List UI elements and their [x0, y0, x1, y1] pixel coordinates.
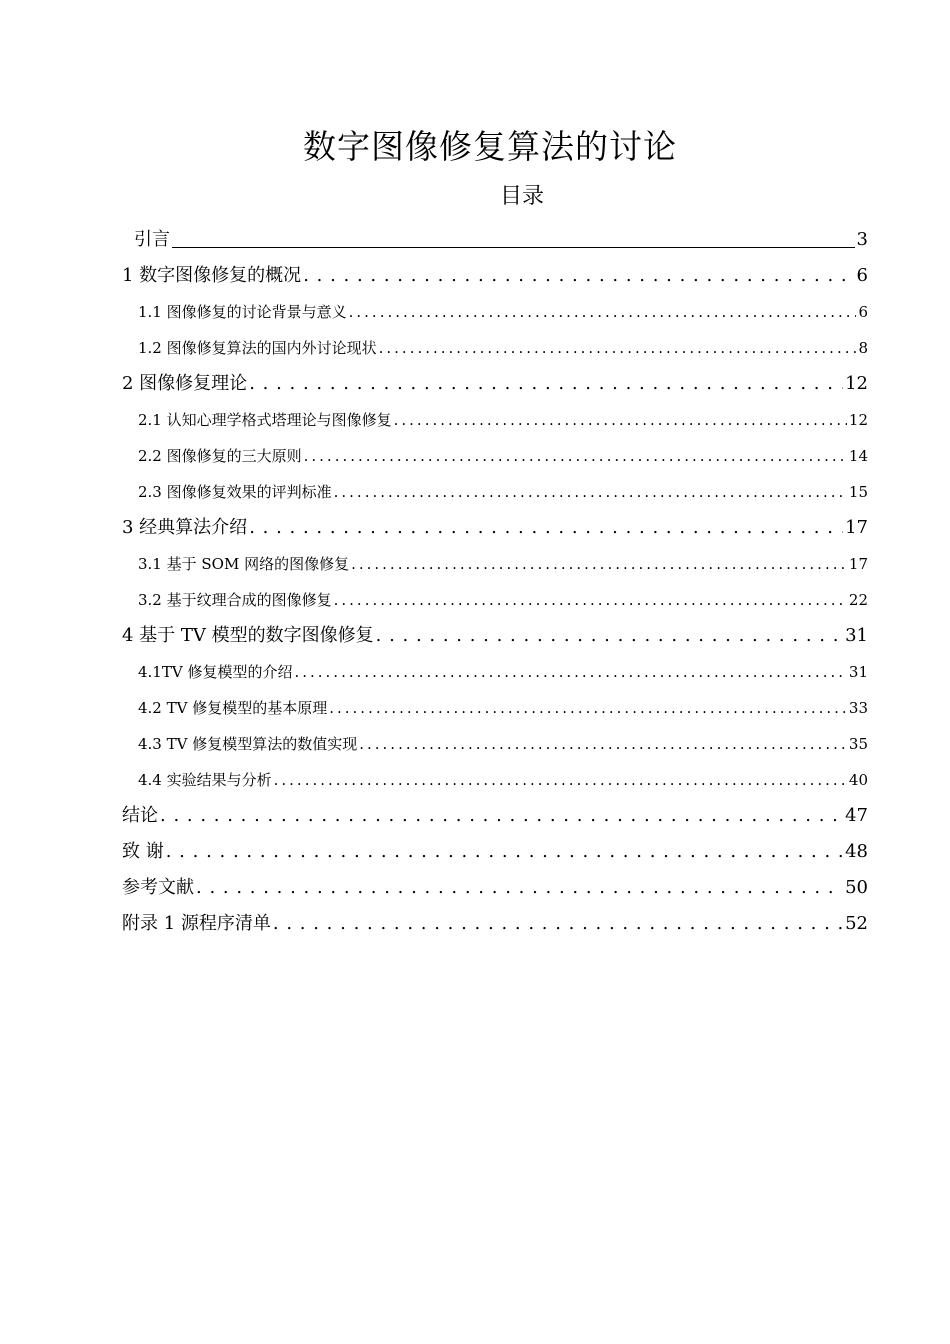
toc-entry[interactable]	[122, 474, 868, 510]
toc-leader-dots	[274, 762, 847, 798]
toc-entry-page-number: 17	[845, 517, 868, 538]
toc-entry-page-number: 12	[848, 411, 868, 429]
toc-entry-label: 4.3 TV 修复模型算法的数值实现	[138, 735, 358, 753]
toc-heading: 目录	[499, 184, 544, 209]
toc-entry-label: 4 基于 TV 模型的数字图像修复	[122, 625, 374, 646]
toc-entry-label: 1 数字图像修复的概况	[122, 265, 302, 286]
toc-leader-dots	[160, 798, 843, 834]
toc-entry-page-number: 15	[848, 483, 868, 501]
toc-entry-page-number: 31	[848, 663, 868, 681]
toc-leader-dots	[394, 402, 847, 438]
toc-entry-page-number: 33	[848, 699, 868, 717]
toc-entry-page-number: 35	[848, 735, 868, 753]
toc-leader-dots	[351, 546, 847, 582]
toc-entry-page-number: 22	[848, 591, 868, 609]
toc-leader-dots	[303, 258, 854, 294]
toc-entry-page-number: 47	[845, 805, 868, 826]
toc-entry-label: 引言	[134, 229, 170, 250]
toc-entry-label: 2.3 图像修复效果的评判标准	[138, 483, 332, 501]
toc-leader-dots	[349, 294, 857, 330]
toc-entry-label: 附录 1 源程序清单	[122, 913, 271, 934]
toc-entry-label: 4.4 实验结果与分析	[138, 771, 272, 789]
toc-entry-label: 2 图像修复理论	[122, 373, 248, 394]
toc-entry-label: 3.1 基于 SOM 网络的图像修复	[138, 555, 350, 573]
toc-leader-dots	[172, 246, 855, 248]
toc-entry[interactable]	[122, 654, 868, 690]
toc-entry-page-number: 48	[845, 841, 868, 862]
toc-entry-page-number: 40	[848, 771, 868, 789]
toc-entry[interactable]	[122, 726, 868, 762]
toc-entry-label: 参考文献	[122, 877, 194, 898]
toc-entry[interactable]	[122, 258, 868, 294]
toc-leader-dots	[196, 870, 843, 906]
toc-leader-dots	[273, 906, 843, 942]
toc-leader-dots	[249, 510, 843, 546]
toc-entry[interactable]	[122, 438, 868, 474]
toc-entry-page-number: 6	[856, 265, 868, 286]
toc-entry[interactable]	[122, 690, 868, 726]
toc-entry-label: 4.1TV 修复模型的介绍	[138, 663, 293, 681]
toc-entry[interactable]	[122, 402, 868, 438]
toc-leader-dots	[334, 474, 847, 510]
toc-entry-page-number: 14	[848, 447, 868, 465]
toc-entry[interactable]	[122, 582, 868, 618]
toc-entry[interactable]	[122, 798, 868, 834]
toc-entry[interactable]	[122, 366, 868, 402]
toc-entry-label: 3.2 基于纹理合成的图像修复	[138, 591, 332, 609]
toc-entry-page-number: 17	[848, 555, 868, 573]
toc-entry[interactable]	[122, 762, 868, 798]
toc-entry-page-number: 6	[858, 303, 868, 321]
toc-entry-page-number: 3	[856, 229, 868, 250]
toc-entry[interactable]	[122, 546, 868, 582]
toc-leader-dots	[334, 582, 847, 618]
toc-entry[interactable]	[122, 510, 868, 546]
toc-leader-dots	[329, 690, 847, 726]
toc-entry-page-number: 50	[845, 877, 868, 898]
toc-entry[interactable]	[122, 222, 868, 258]
toc-entry-label: 1.1 图像修复的讨论背景与意义	[138, 303, 347, 321]
toc-leader-dots	[359, 726, 847, 762]
table-of-contents	[122, 222, 868, 942]
toc-entry-label: 4.2 TV 修复模型的基本原理	[138, 699, 328, 717]
toc-entry-page-number: 8	[858, 339, 868, 357]
toc-entry-label: 2.1 认知心理学格式塔理论与图像修复	[138, 411, 392, 429]
toc-entry-page-number: 12	[845, 373, 868, 394]
toc-entry[interactable]	[122, 330, 868, 366]
toc-entry[interactable]	[122, 834, 868, 870]
toc-entry[interactable]	[122, 294, 868, 330]
toc-entry-label: 结论	[122, 805, 158, 826]
toc-entry-page-number: 31	[845, 625, 868, 646]
toc-entry[interactable]	[122, 618, 868, 654]
toc-leader-dots	[166, 834, 843, 870]
toc-leader-dots	[249, 366, 843, 402]
document-title: 数字图像修复算法的讨论	[303, 127, 677, 166]
toc-entry[interactable]	[122, 906, 868, 942]
toc-leader-dots	[294, 654, 846, 690]
toc-entry-label: 2.2 图像修复的三大原则	[138, 447, 302, 465]
toc-entry-page-number: 52	[845, 913, 868, 934]
toc-leader-dots	[376, 618, 843, 654]
toc-entry-label: 致 谢	[122, 841, 164, 862]
toc-entry-label: 1.2 图像修复算法的国内外讨论现状	[138, 339, 377, 357]
toc-leader-dots	[304, 438, 847, 474]
toc-leader-dots	[379, 330, 857, 366]
toc-entry-label: 3 经典算法介绍	[122, 517, 248, 538]
toc-entry[interactable]	[122, 870, 868, 906]
